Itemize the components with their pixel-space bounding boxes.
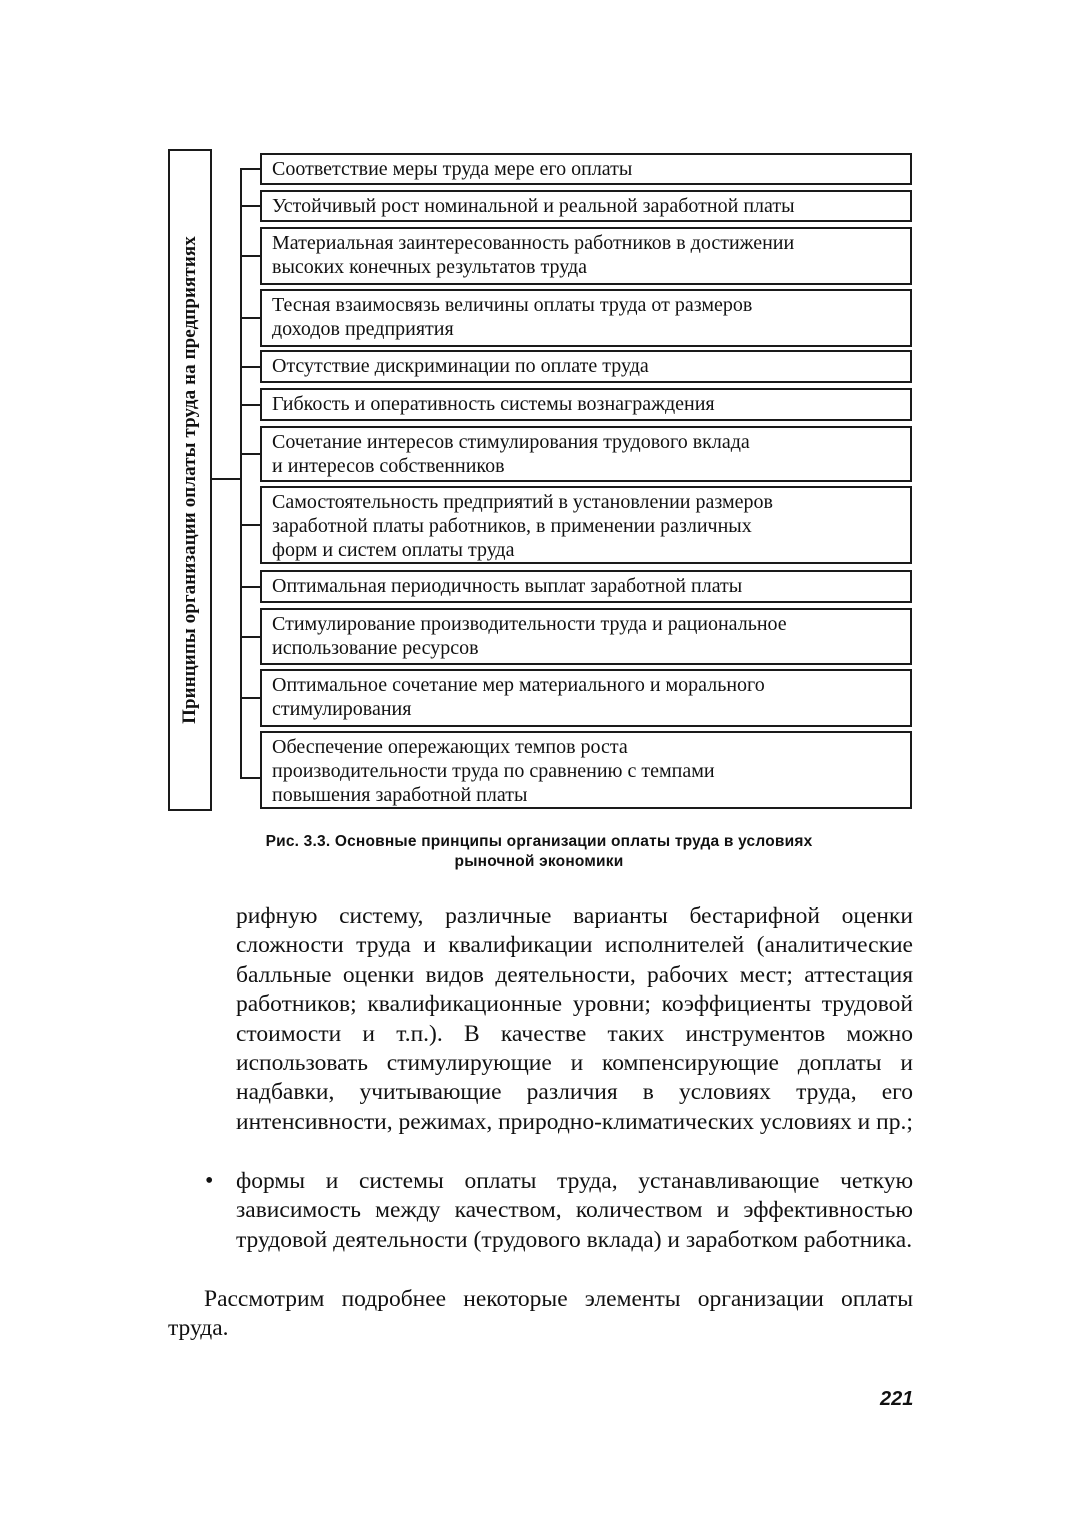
principle-connector	[240, 636, 260, 638]
principle-box: Отсутствие дискриминации по оплате труда	[260, 350, 912, 383]
principle-connector	[240, 404, 260, 406]
principle-connector	[240, 777, 260, 779]
principle-connector	[240, 168, 260, 170]
principle-connector	[240, 317, 260, 319]
connector-trunk-link	[212, 478, 242, 480]
principle-connector	[240, 255, 260, 257]
continuation-paragraph: рифную систему, различные варианты бестарифной оценки сложности труда и квалификации исполнителей (аналитические балльные оценки видов деятельности, рабочих мест; аттестация работников; квалификационные уровни; коэффициенты трудовой стоимости и т.п.). В качестве таких инструментов можно использовать стимулирующие и компенсирующие доплаты и надбавки, учитывающие различия в условиях труда, его интенсивности, режимах, природно-климатических условиях и пр.;	[236, 903, 913, 1135]
principle-connector	[240, 366, 260, 368]
principle-box: Оптимальная периодичность выплат заработной платы	[260, 570, 912, 603]
bullet-symbol: •	[205, 1168, 214, 1194]
principle-connector	[240, 586, 260, 588]
closing-paragraph: Рассмотрим подробнее некоторые элементы организации оплаты труда.	[168, 1286, 913, 1342]
principle-box: Гибкость и оперативность системы вознаграждения	[260, 388, 912, 421]
principle-connector	[240, 453, 260, 455]
principle-box: Соответствие меры труда мере его оплаты	[260, 153, 912, 185]
principle-box: Обеспечение опережающих темпов роста производительности труда по сравнению с темпами повышения заработной платы	[260, 731, 912, 809]
principle-box: Тесная взаимосвязь величины оплаты труда от размеров доходов предприятия	[260, 289, 912, 347]
figure-caption: Рис. 3.3. Основные принципы организации оплаты труда в условиях рыночной экономики	[265, 833, 813, 870]
principle-box: Оптимальное сочетание мер материального и морального стимулирования	[260, 669, 912, 727]
principle-box: Стимулирование производительности труда и рациональное использование ресурсов	[260, 608, 912, 665]
principle-box: Устойчивый рост номинальной и реальной заработной платы	[260, 190, 912, 222]
principle-connector	[240, 205, 260, 207]
bullet-item: формы и системы оплаты труда, устанавливающие четкую зависимость между качеством, количеством и эффективностью трудовой деятельности (трудового вклада) и заработком работника.	[236, 1168, 913, 1253]
principle-connector	[240, 697, 260, 699]
principle-box: Материальная заинтересованность работников в достижении высоких конечных результатов труда	[260, 227, 912, 285]
principle-box: Самостоятельность предприятий в установлении размеров заработной платы работников, в применении различных форм и систем оплаты труда	[260, 486, 912, 564]
side-title: Принципы организации оплаты труда на предприятиях	[179, 236, 200, 724]
page-number: 221	[880, 1388, 914, 1410]
principle-box: Сочетание интересов стимулирования трудового вклада и интересов собственников	[260, 426, 912, 482]
connector-spine	[240, 168, 242, 778]
principle-connector	[240, 524, 260, 526]
